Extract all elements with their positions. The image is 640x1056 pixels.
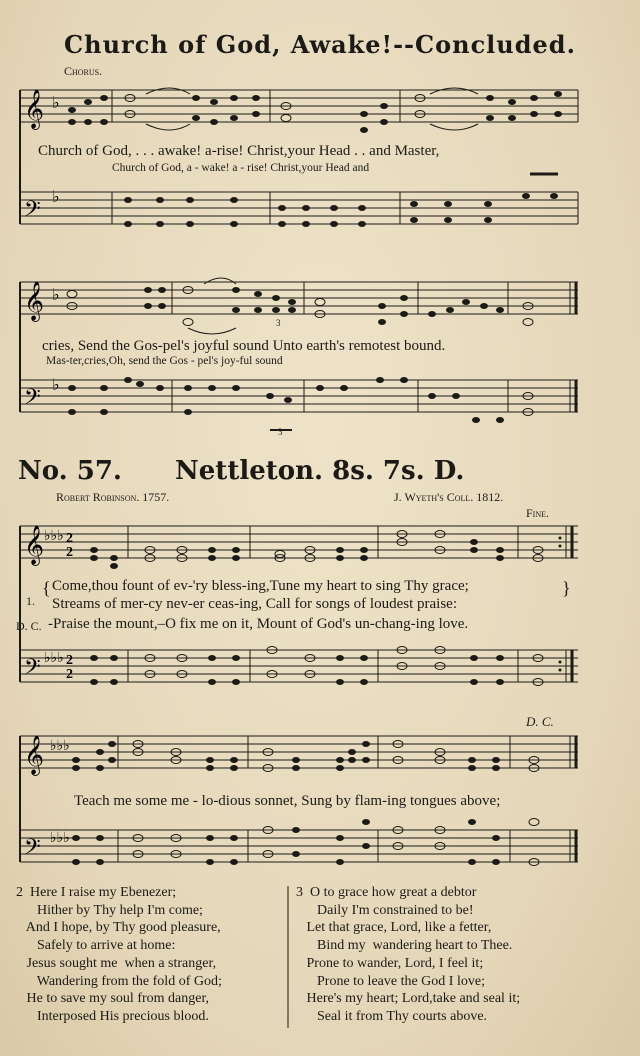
lyric-line-chorus-2-alto: Mas-ter,cries,Oh, send the Gos - pel's joy-ful sound [46, 355, 283, 367]
lyric-line-1: Come,thou fount of ev-'ry bless-ing,Tune my heart to sing Thy grace; [52, 578, 469, 594]
verse-2: 2 Here I raise my Ebenezer; Hither by Thy help I'm come; And I hope, by Thy good pleasure, Safely to arrive at home: Jesus sought me when a stranger, Wandering from the fold of God; He to save my soul from danger, Interposed His precious blood. [16, 885, 222, 1024]
dc-mark: D. C. [526, 714, 554, 729]
svg-text:𝄞: 𝄞 [24, 281, 45, 321]
hymn-author: Robert Robinson. 1757. [56, 490, 170, 504]
svg-text:♭♭♭: ♭♭♭ [50, 831, 70, 846]
fine-mark: Fine. [526, 506, 550, 520]
lyric-line-chorus-1-alto: Church of God, a - wake! a - rise! Christ,your Head and [112, 162, 370, 174]
svg-text:♭: ♭ [52, 377, 60, 394]
svg-text:𝄢: 𝄢 [24, 385, 41, 415]
triplet-mark-bass: 3 [278, 427, 283, 437]
svg-text:♭: ♭ [52, 287, 60, 304]
hymn-tune-name: Nettleton. 8s. 7s. D. [175, 456, 465, 486]
svg-text:2: 2 [66, 653, 73, 668]
verse-number: 1. [26, 594, 35, 608]
chorus-label: Chorus. [64, 64, 103, 78]
svg-text:𝄢: 𝄢 [24, 835, 41, 865]
svg-text:𝄢: 𝄢 [24, 197, 41, 227]
lyric-line-dc: -Praise the mount,–O fix me on it, Mount of God's un-chang-ing love. [48, 616, 469, 632]
triplet-mark: 3 [276, 318, 281, 328]
lyric-line-chorus-1: Church of God, . . . awake! a-rise! Christ,your Head . . and Master, [38, 143, 440, 159]
svg-text:𝄞: 𝄞 [24, 735, 45, 775]
svg-text:𝄞: 𝄞 [24, 89, 45, 129]
svg-text:2: 2 [66, 531, 73, 546]
svg-text:♭♭♭: ♭♭♭ [50, 739, 70, 754]
svg-text:♭♭♭: ♭♭♭ [44, 529, 64, 544]
lyric-line-4: Teach me some me - lo-dious sonnet, Sung by flam-ing tongues above; [74, 793, 501, 809]
brace-right: } [562, 578, 571, 598]
svg-text:2: 2 [66, 545, 73, 560]
verse-3: 3 O to grace how great a debtor Daily I'm constrained to be! Let that grace, Lord, like a fetter, Bind my wandering heart to Thee. Prone to wander, Lord, I feel it; Prone to leave the God I love; Here's my heart; Lord,take and seal it; Seal it from Thy courts above. [296, 885, 521, 1024]
verse-divider [286, 886, 290, 1028]
svg-text:𝄢: 𝄢 [24, 655, 41, 685]
svg-text:♭♭♭: ♭♭♭ [44, 651, 64, 666]
lyric-line-chorus-2: cries, Send the Gos-pel's joyful sound Unto earth's remotest bound. [42, 338, 446, 354]
lyric-line-2: Streams of mer-cy nev-er ceas-ing, Call for songs of loudest praise: [52, 596, 457, 612]
svg-text:♭: ♭ [52, 189, 60, 206]
svg-text:2: 2 [66, 667, 73, 682]
dc-label: D. C. [16, 619, 42, 633]
page-title: Church of God, Awake!--Concluded. [64, 30, 576, 59]
svg-text:𝄞: 𝄞 [24, 525, 45, 565]
brace-left: { [42, 578, 51, 598]
hymn-number: No. 57. [18, 456, 122, 486]
svg-text:♭: ♭ [52, 95, 60, 112]
hymn-source: J. Wyeth's Coll. 1812. [394, 490, 504, 504]
